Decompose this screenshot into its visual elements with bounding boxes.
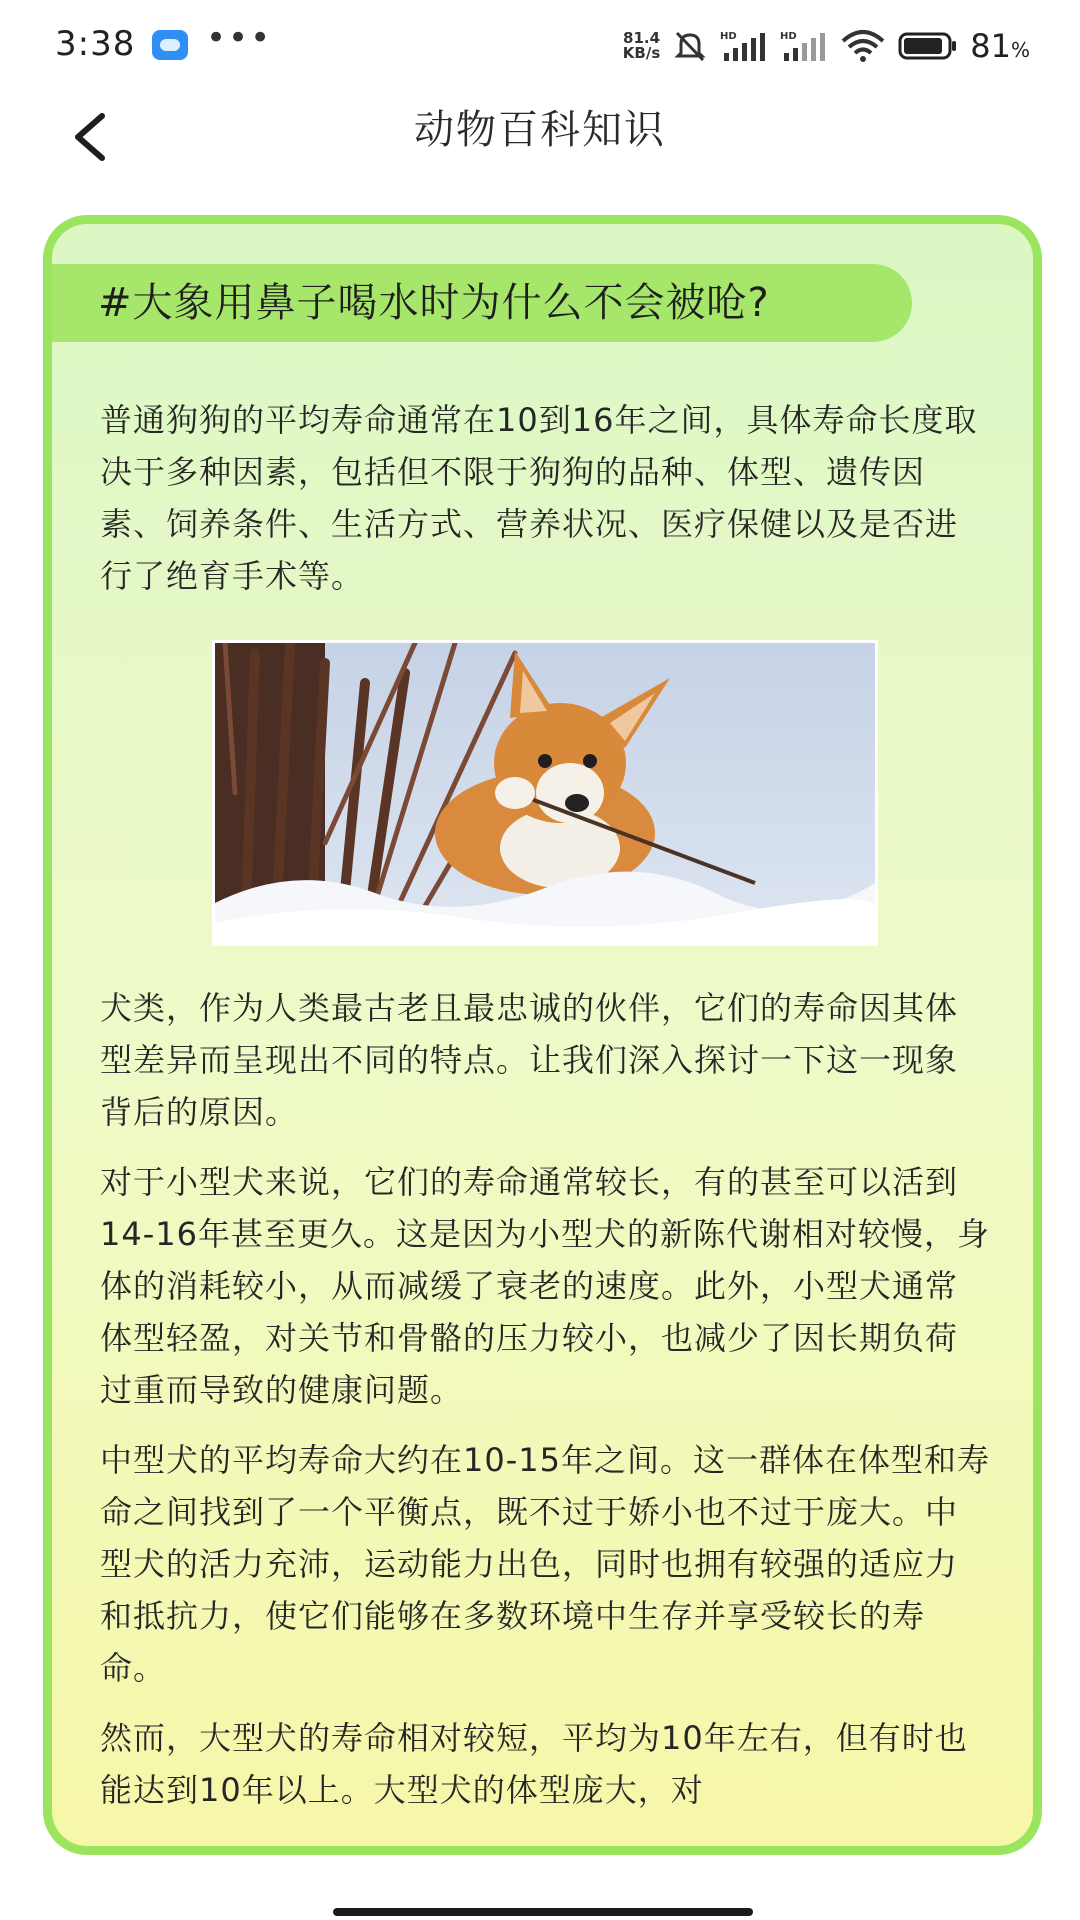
status-time: 3:38	[55, 24, 136, 64]
mute-bell-icon	[672, 29, 708, 63]
signal-hd-icon	[720, 29, 768, 63]
signal-hd-icon-2	[780, 29, 828, 63]
battery-percent-unit: %	[1010, 38, 1030, 62]
article-image-corgi	[212, 640, 878, 946]
article-paragraph-4: 中型犬的平均寿命大约在10-15年之间。这一群体在体型和寿命之间找到了一个平衡点，既不过于娇小也不过于庞大。中型犬的活力充沛，运动能力出色，同时也拥有较强的适应力和抵抗力，使它们能够在多数环境中生存并享受较长的寿命。	[100, 1441, 990, 1687]
more-notifications-dots: •••	[206, 18, 273, 58]
article-title: #大象用鼻子喝水时为什么不会被呛?	[52, 264, 912, 342]
battery-percent-value: 81	[970, 27, 1011, 65]
article-paragraph-3: 对于小型犬来说，它们的寿命通常较长，有的甚至可以活到14-16年甚至更久。这是因为小型犬的新陈代谢相对较慢，身体的消耗较小，从而减缓了衰老的速度。此外，小型犬通常体型轻盈，对关节和骨骼的压力较小，也减少了因长期负荷过重而导致的健康问题。	[100, 1163, 990, 1409]
article-paragraph-1: 普通狗狗的平均寿命通常在10到16年之间，具体寿命长度取决于多种因素，包括但不限于狗狗的品种、体型、遗传因素、饲养条件、生活方式、营养状况、医疗保健以及是否进行了绝育手术等。	[100, 401, 978, 595]
battery-icon	[898, 31, 958, 61]
status-bar	[0, 0, 1080, 90]
wifi-icon	[840, 29, 886, 63]
app-header	[0, 90, 1080, 200]
page-title: 动物百科知识	[414, 107, 666, 153]
status-right-group	[623, 26, 1030, 66]
battery-percent	[970, 27, 1030, 65]
network-speed-value: 81.4	[623, 29, 661, 47]
article-paragraph-2: 犬类，作为人类最古老且最忠诚的伙伴，它们的寿命因其体型差异而呈现出不同的特点。让我们深入探讨一下这一现象背后的原因。	[100, 989, 959, 1131]
network-speed	[623, 31, 660, 61]
network-speed-unit: KB/s	[622, 44, 661, 62]
app-notification-icon	[152, 30, 188, 60]
svg-text:HD: HD	[720, 31, 737, 42]
corgi-in-snow-image	[215, 643, 875, 943]
home-indicator[interactable]	[333, 1908, 753, 1916]
svg-text:HD: HD	[780, 31, 797, 42]
article-paragraph-5: 然而，大型犬的寿命相对较短，平均为10年左右，但有时也能达到10年以上。大型犬的体型庞大，对	[100, 1719, 968, 1809]
article-card	[43, 215, 1042, 1855]
article-content	[100, 394, 990, 1834]
